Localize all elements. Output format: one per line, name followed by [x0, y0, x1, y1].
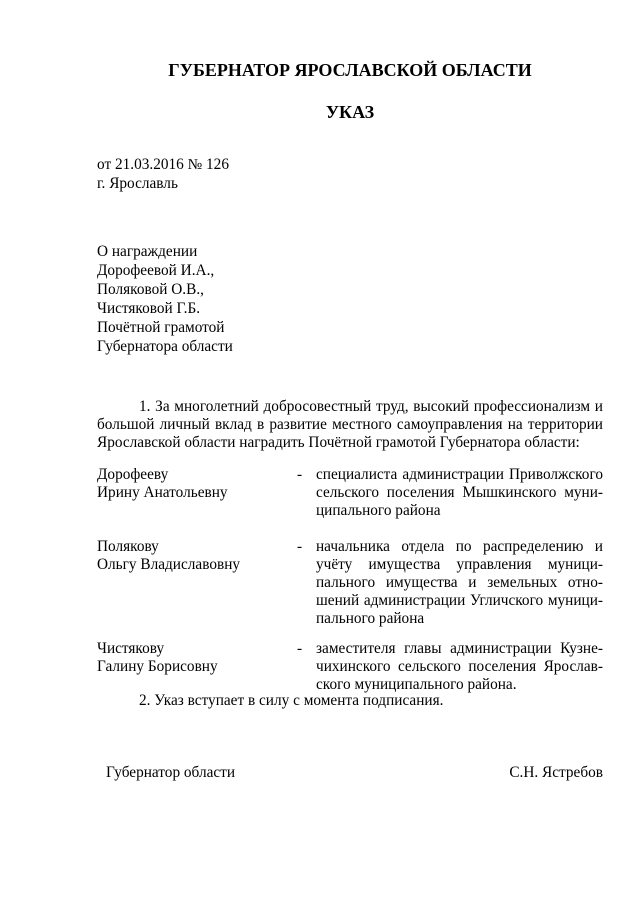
description-line: шений администрации Угличского муници-	[316, 592, 603, 609]
awardee-description	[316, 466, 603, 520]
subject-line: Дорофеевой И.А.,	[97, 262, 215, 279]
signatory-name: С.Н. Ястребов	[509, 764, 603, 781]
description-line: специалиста администрации Приволжского	[316, 466, 603, 483]
awardee-surname: Дорофееву	[97, 466, 169, 483]
description-line: ского муниципального района.	[316, 676, 517, 693]
dash-separator: -	[297, 466, 303, 483]
item-2-paragraph: 2. Указ вступает в силу с момента подписания.	[139, 692, 444, 709]
description-line: сельского поселения Мышкинского муни-	[316, 484, 603, 501]
city: г. Ярославль	[97, 175, 178, 192]
description-line: заместителя главы администрации Кузне-	[316, 640, 603, 657]
description-line: учёту имущества управления муници-	[316, 556, 603, 573]
awardee-description	[316, 538, 603, 628]
awardee-given-names: Ирину Анатольевну	[97, 484, 228, 501]
subject-line: Губернатора области	[97, 338, 233, 355]
description-line: пального имущества и земельных отно-	[316, 574, 603, 591]
awardee-name	[97, 538, 240, 574]
item-1-line: 1. За многолетний добросовестный труд, высокий профессионализм и	[139, 398, 603, 415]
item-1-line: большой личный вклад в развитие местного самоуправления на территории	[97, 416, 603, 433]
description-line: пального района	[316, 610, 425, 627]
description-line: ципального района	[316, 502, 441, 519]
subject-line: О награждении	[97, 243, 198, 260]
awardee-name	[97, 640, 218, 676]
description-line: начальника отдела по распределению и	[316, 538, 603, 555]
signatory-position: Губернатор области	[106, 764, 236, 781]
subject-line: Поляковой О.В.,	[97, 281, 204, 298]
document-type: УКАЗ	[325, 102, 375, 122]
description-line: чихинского сельского поселения Ярослав-	[316, 658, 603, 675]
awardee-given-names: Ольгу Владиславовну	[97, 556, 241, 573]
date-and-number: от 21.03.2016 № 126	[97, 156, 229, 173]
awardee-description	[316, 640, 603, 694]
dash-separator: -	[297, 538, 303, 555]
subject-line: Чистяковой Г.Б.	[97, 300, 201, 317]
item-1-paragraph	[97, 398, 603, 452]
dash-separator: -	[297, 640, 303, 657]
awardee-given-names: Галину Борисовну	[97, 658, 218, 675]
subject-line: Почётной грамотой	[97, 319, 225, 336]
issuing-authority: ГУБЕРНАТОР ЯРОСЛАВСКОЙ ОБЛАСТИ	[168, 60, 532, 80]
awardee-surname: Полякову	[97, 538, 159, 555]
item-1-line: Ярославской области наградить Почётной грамотой Губернатора области:	[97, 434, 580, 451]
awardee-surname: Чистякову	[97, 640, 165, 657]
awardee-name	[97, 466, 228, 502]
